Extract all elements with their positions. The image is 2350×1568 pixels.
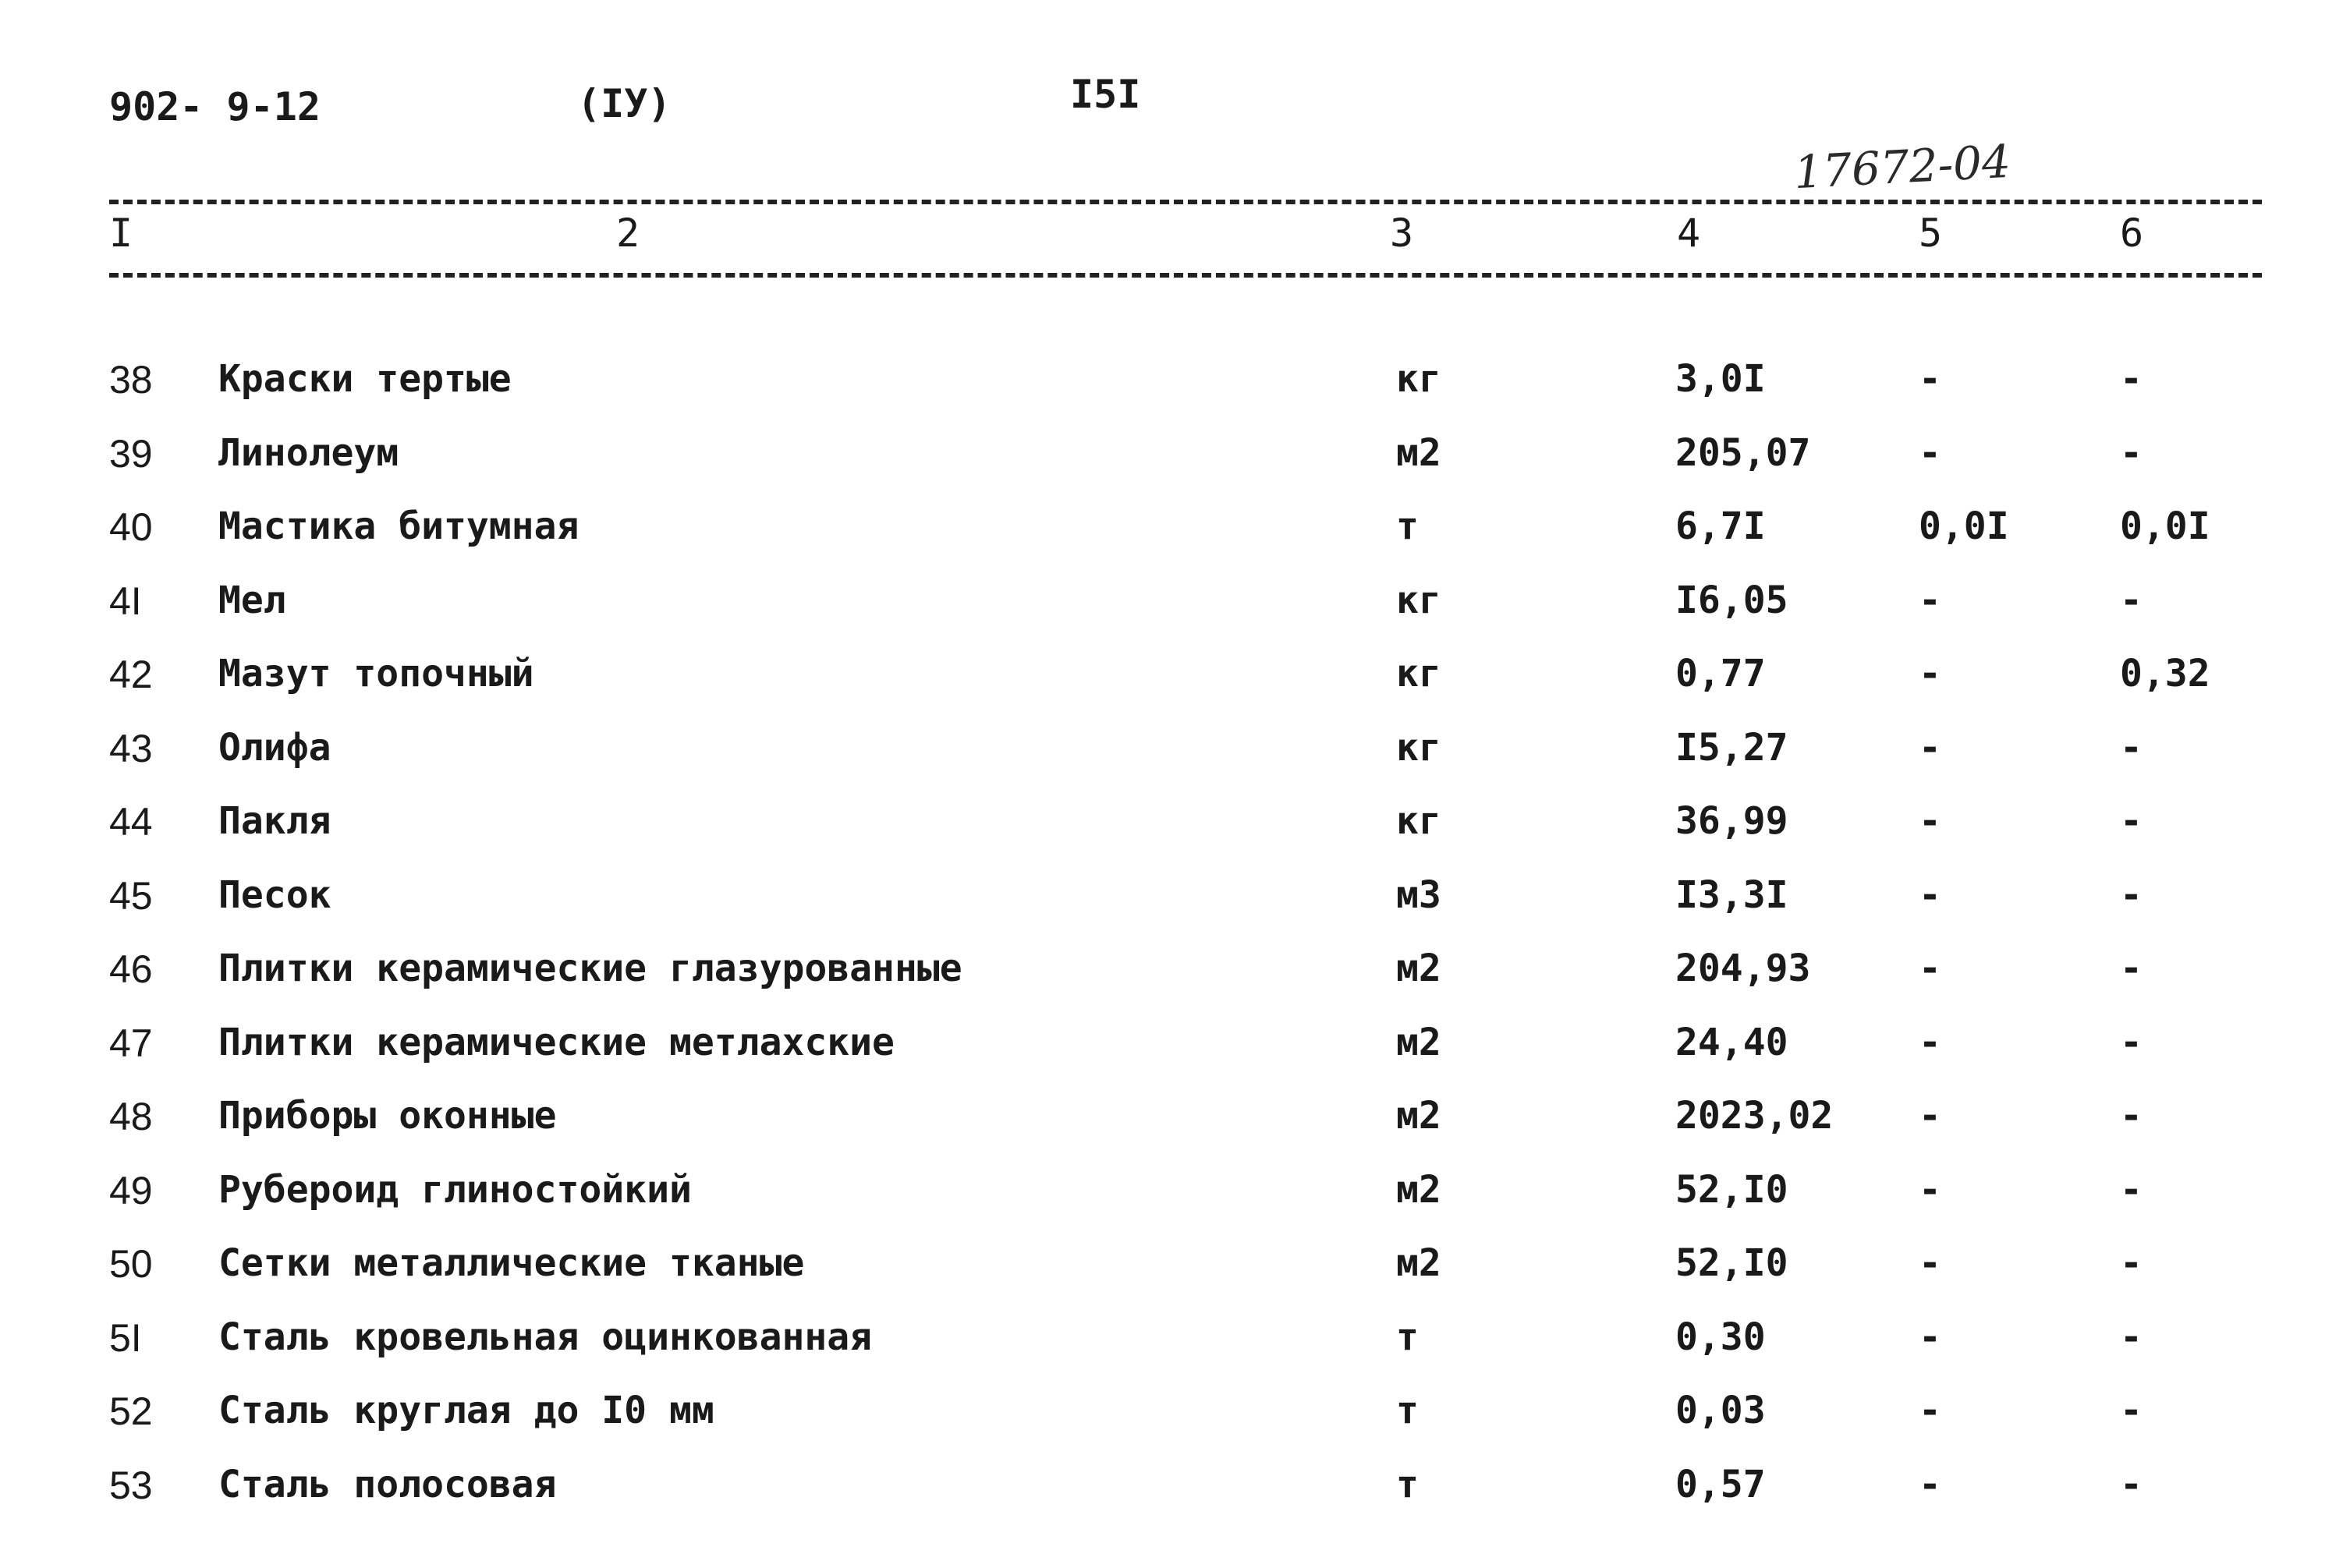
quantity-col5: - bbox=[1919, 357, 1941, 401]
unit-of-measure: т bbox=[1396, 1389, 1419, 1432]
table-row bbox=[0, 431, 2350, 505]
row-number: 47 bbox=[109, 1021, 153, 1065]
quantity-col5: - bbox=[1919, 578, 1941, 622]
unit-of-measure: кг bbox=[1396, 799, 1441, 843]
material-name: Приборы оконные bbox=[218, 1094, 557, 1138]
quantity-col6: - bbox=[2120, 1315, 2143, 1359]
material-name: Рубероид глиностойкий bbox=[218, 1167, 692, 1212]
quantity-col4: 3,0I bbox=[1675, 357, 1766, 401]
material-name: Плитки керамические метлахские bbox=[218, 1020, 895, 1064]
column-header-2: 2 bbox=[616, 211, 640, 256]
unit-of-measure: м2 bbox=[1396, 430, 1441, 475]
quantity-col4: 204,93 bbox=[1675, 947, 1811, 990]
material-name: Линолеум bbox=[218, 430, 399, 475]
materials-table-body bbox=[0, 357, 2350, 1536]
row-number: 4I bbox=[109, 579, 142, 623]
quantity-col5: - bbox=[1919, 799, 1941, 843]
row-number: 42 bbox=[109, 653, 153, 696]
row-number: 48 bbox=[109, 1095, 153, 1138]
table-row bbox=[0, 1168, 2350, 1242]
quantity-col6: - bbox=[2120, 947, 2143, 990]
material-name: Краски тертые bbox=[218, 357, 512, 401]
table-row bbox=[0, 947, 2350, 1021]
table-row bbox=[0, 1389, 2350, 1463]
table-row bbox=[0, 873, 2350, 947]
quantity-col4: 0,30 bbox=[1675, 1315, 1766, 1359]
unit-of-measure: т bbox=[1396, 1462, 1419, 1506]
unit-of-measure: м2 bbox=[1396, 947, 1441, 990]
table-header-bottom-rule bbox=[109, 273, 2262, 278]
quantity-col6: - bbox=[2120, 357, 2143, 401]
unit-of-measure: м2 bbox=[1396, 1020, 1441, 1064]
row-number: 5I bbox=[109, 1315, 142, 1360]
material-name: Сталь кровельная оцинкованная bbox=[218, 1315, 873, 1359]
handwritten-inventory-number: 17672-04 bbox=[1792, 134, 2012, 200]
row-number: 39 bbox=[109, 431, 153, 476]
quantity-col6: - bbox=[2120, 1241, 2143, 1285]
quantity-col4: 52,I0 bbox=[1675, 1241, 1788, 1285]
quantity-col5: - bbox=[1919, 652, 1941, 696]
material-name: Мастика битумная bbox=[218, 504, 580, 548]
unit-of-measure: т bbox=[1396, 1315, 1419, 1359]
column-header-1: I bbox=[109, 211, 133, 256]
quantity-col4: I5,27 bbox=[1675, 725, 1788, 770]
quantity-col4: 0,03 bbox=[1675, 1389, 1766, 1432]
unit-of-measure: м2 bbox=[1396, 1094, 1441, 1138]
table-row bbox=[0, 652, 2350, 726]
quantity-col5: - bbox=[1919, 947, 1941, 990]
quantity-col6: - bbox=[2120, 1167, 2143, 1212]
material-name: Сталь полосовая bbox=[218, 1462, 557, 1506]
material-name: Пакля bbox=[218, 799, 331, 843]
row-number: 40 bbox=[109, 505, 153, 549]
material-name: Мазут топочный bbox=[218, 652, 534, 696]
page-number: I5I bbox=[1070, 72, 1141, 117]
document-code: 902- 9-12 bbox=[109, 84, 321, 129]
row-number: 49 bbox=[109, 1168, 153, 1212]
unit-of-measure: м2 bbox=[1396, 1167, 1441, 1212]
quantity-col5: - bbox=[1919, 872, 1941, 917]
row-number: 53 bbox=[109, 1463, 153, 1507]
quantity-col5: - bbox=[1919, 1167, 1941, 1212]
table-row bbox=[0, 799, 2350, 873]
unit-of-measure: кг bbox=[1396, 357, 1441, 401]
column-header-3: 3 bbox=[1390, 211, 1414, 256]
row-number: 45 bbox=[109, 873, 153, 918]
table-row bbox=[0, 579, 2350, 653]
table-row bbox=[0, 1463, 2350, 1537]
quantity-col4: 205,07 bbox=[1675, 430, 1811, 475]
quantity-col5: - bbox=[1919, 1462, 1941, 1506]
quantity-col5: - bbox=[1919, 1020, 1941, 1064]
material-name: Песок bbox=[218, 872, 331, 917]
quantity-col4: 24,40 bbox=[1675, 1020, 1788, 1064]
column-header-6: 6 bbox=[2120, 211, 2144, 256]
table-row bbox=[0, 1315, 2350, 1389]
quantity-col4: 2023,02 bbox=[1675, 1094, 1834, 1138]
quantity-col5: - bbox=[1919, 1389, 1941, 1432]
row-number: 52 bbox=[109, 1389, 153, 1433]
row-number: 43 bbox=[109, 726, 153, 770]
quantity-col6: - bbox=[2120, 872, 2143, 917]
unit-of-measure: кг bbox=[1396, 652, 1441, 696]
table-header-top-rule bbox=[109, 200, 2262, 204]
table-row bbox=[0, 1241, 2350, 1315]
quantity-col6: - bbox=[2120, 1462, 2143, 1506]
unit-of-measure: м3 bbox=[1396, 872, 1441, 917]
column-header-4: 4 bbox=[1677, 211, 1701, 256]
quantity-col5: - bbox=[1919, 1315, 1941, 1359]
quantity-col6: - bbox=[2120, 1094, 2143, 1138]
row-number: 50 bbox=[109, 1242, 153, 1286]
quantity-col6: - bbox=[2120, 1389, 2143, 1432]
quantity-col5: - bbox=[1919, 1241, 1941, 1285]
quantity-col6: 0,32 bbox=[2120, 652, 2210, 696]
quantity-col5: - bbox=[1919, 725, 1941, 770]
quantity-col4: 6,7I bbox=[1675, 504, 1766, 548]
table-row bbox=[0, 726, 2350, 800]
row-number: 38 bbox=[109, 358, 153, 402]
table-row bbox=[0, 504, 2350, 579]
unit-of-measure: кг bbox=[1396, 578, 1441, 622]
quantity-col4: 0,77 bbox=[1675, 652, 1766, 696]
quantity-col6: - bbox=[2120, 799, 2143, 843]
document-section: (IУ) bbox=[577, 81, 672, 126]
table-row bbox=[0, 357, 2350, 431]
unit-of-measure: т bbox=[1396, 504, 1419, 548]
quantity-col4: 36,99 bbox=[1675, 799, 1788, 843]
unit-of-measure: м2 bbox=[1396, 1241, 1441, 1285]
quantity-col6: - bbox=[2120, 578, 2143, 622]
column-header-5: 5 bbox=[1919, 211, 1943, 256]
quantity-col4: I3,3I bbox=[1675, 872, 1788, 917]
quantity-col5: 0,0I bbox=[1919, 504, 2009, 548]
quantity-col5: - bbox=[1919, 1094, 1941, 1138]
quantity-col4: 0,57 bbox=[1675, 1462, 1766, 1506]
quantity-col4: 52,I0 bbox=[1675, 1167, 1788, 1212]
quantity-col4: I6,05 bbox=[1675, 578, 1788, 622]
material-name: Мел bbox=[218, 578, 286, 622]
quantity-col6: 0,0I bbox=[2120, 504, 2210, 548]
material-name: Олифа bbox=[218, 725, 331, 770]
quantity-col5: - bbox=[1919, 430, 1941, 475]
quantity-col6: - bbox=[2120, 725, 2143, 770]
quantity-col6: - bbox=[2120, 1020, 2143, 1064]
row-number: 44 bbox=[109, 800, 153, 844]
quantity-col6: - bbox=[2120, 430, 2143, 475]
unit-of-measure: кг bbox=[1396, 725, 1441, 770]
table-row bbox=[0, 1094, 2350, 1168]
row-number: 46 bbox=[109, 947, 153, 991]
material-name: Сталь круглая до I0 мм bbox=[218, 1389, 714, 1432]
table-row bbox=[0, 1021, 2350, 1095]
material-name: Сетки металлические тканые bbox=[218, 1241, 805, 1285]
material-name: Плитки керамические глазурованные bbox=[218, 947, 962, 990]
